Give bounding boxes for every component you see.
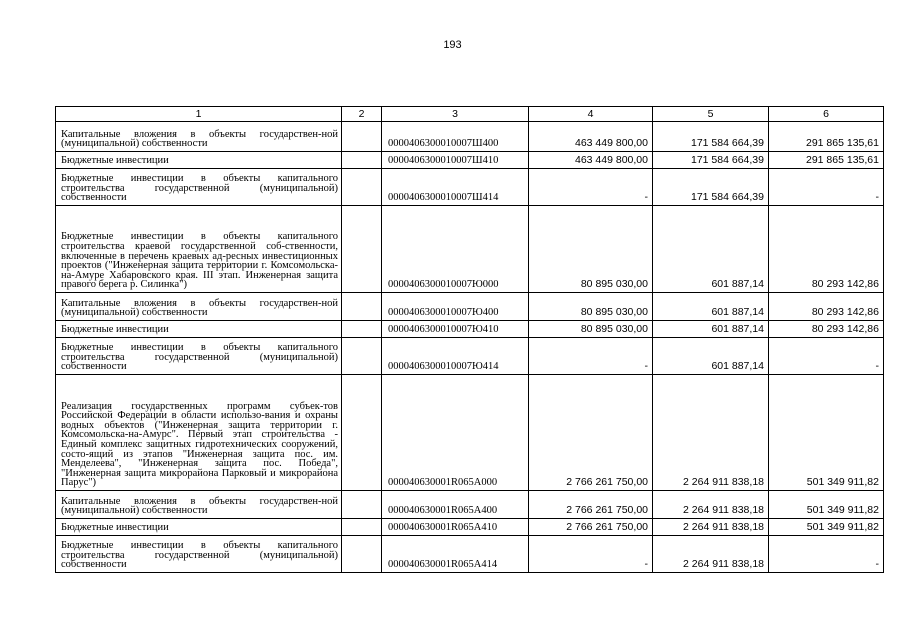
row-name-cell: Бюджетные инвестиции в объекты капитального строительства краевой государственной соб-ственности, включенные в перечень краевых ад-ресных инвестиционных проектов ("Инженерная защита территории г. Комсомольска-на-Амуре Хабаровского края. III этап. Инженерная защита правого берега р. Силинка") — [56, 206, 342, 293]
row-code-cell: 0000406300010007Ю410 — [382, 321, 529, 338]
row-col5-value: 171 584 664,39 — [653, 169, 769, 206]
row-code-cell: 000040630001R065A410 — [382, 519, 529, 536]
column-header-5: 5 — [653, 107, 769, 122]
row-group-cell — [342, 519, 382, 536]
row-col6-value: 80 293 142,86 — [769, 206, 884, 293]
budget-table — [55, 106, 884, 573]
row-col4-value: 2 766 261 750,00 — [529, 519, 653, 536]
table-row — [56, 169, 884, 206]
row-col5-value: 2 264 911 838,18 — [653, 536, 769, 573]
row-col4-value: 463 449 800,00 — [529, 152, 653, 169]
row-group-cell — [342, 206, 382, 293]
row-group-cell — [342, 122, 382, 152]
table-row — [56, 375, 884, 491]
row-name-cell: Бюджетные инвестиции — [56, 152, 342, 169]
row-name-cell: Бюджетные инвестиции — [56, 519, 342, 536]
table-header-row — [56, 107, 884, 122]
row-code-cell: 0000406300010007Ш400 — [382, 122, 529, 152]
row-col6-value: 291 865 135,61 — [769, 122, 884, 152]
column-header-1: 1 — [56, 107, 342, 122]
table-row — [56, 122, 884, 152]
row-code-cell: 0000406300010007Ш414 — [382, 169, 529, 206]
row-group-cell — [342, 536, 382, 573]
column-header-2: 2 — [342, 107, 382, 122]
row-group-cell — [342, 169, 382, 206]
row-col5-value: 601 887,14 — [653, 293, 769, 321]
row-col4-value: 463 449 800,00 — [529, 122, 653, 152]
row-col5-value: 2 264 911 838,18 — [653, 519, 769, 536]
row-col5-value: 601 887,14 — [653, 321, 769, 338]
row-col5-value: 171 584 664,39 — [653, 152, 769, 169]
row-col4-value: - — [529, 536, 653, 573]
table-row — [56, 206, 884, 293]
table-row — [56, 338, 884, 375]
row-group-cell — [342, 375, 382, 491]
row-col4-value: 2 766 261 750,00 — [529, 491, 653, 519]
row-name-cell: Капитальные вложения в объекты государствен-ной (муниципальной) собственности — [56, 293, 342, 321]
page-number: 193 — [443, 39, 462, 51]
row-col4-value: - — [529, 338, 653, 375]
row-code-cell: 000040630001R065A414 — [382, 536, 529, 573]
row-code-cell: 000040630001R065A400 — [382, 491, 529, 519]
row-group-cell — [342, 152, 382, 169]
column-header-4: 4 — [529, 107, 653, 122]
row-col5-value: 2 264 911 838,18 — [653, 375, 769, 491]
row-col6-value: 80 293 142,86 — [769, 321, 884, 338]
row-col6-value: 291 865 135,61 — [769, 152, 884, 169]
row-col4-value: 2 766 261 750,00 — [529, 375, 653, 491]
row-name-cell: Бюджетные инвестиции в объекты капитального строительства государственной (муниципальной) собственности — [56, 536, 342, 573]
row-code-cell: 0000406300010007Ю000 — [382, 206, 529, 293]
table-row — [56, 293, 884, 321]
row-col4-value: - — [529, 169, 653, 206]
row-col6-value: 501 349 911,82 — [769, 375, 884, 491]
row-col5-value: 601 887,14 — [653, 338, 769, 375]
table-row — [56, 519, 884, 536]
row-col5-value: 2 264 911 838,18 — [653, 491, 769, 519]
table-row — [56, 152, 884, 169]
row-group-cell — [342, 338, 382, 375]
row-name-cell: Капитальные вложения в объекты государствен-ной (муниципальной) собственности — [56, 491, 342, 519]
row-col4-value: 80 895 030,00 — [529, 206, 653, 293]
row-name-cell: Бюджетные инвестиции — [56, 321, 342, 338]
row-group-cell — [342, 491, 382, 519]
row-col5-value: 171 584 664,39 — [653, 122, 769, 152]
column-header-3: 3 — [382, 107, 529, 122]
row-col6-value: - — [769, 338, 884, 375]
table-row — [56, 491, 884, 519]
row-name-cell: Капитальные вложения в объекты государствен-ной (муниципальной) собственности — [56, 122, 342, 152]
row-col6-value: - — [769, 169, 884, 206]
row-col4-value: 80 895 030,00 — [529, 321, 653, 338]
row-code-cell: 0000406300010007Ш410 — [382, 152, 529, 169]
row-name-cell: Бюджетные инвестиции в объекты капитального строительства государственной (муниципальной) собственности — [56, 169, 342, 206]
row-col5-value: 601 887,14 — [653, 206, 769, 293]
row-col6-value: 501 349 911,82 — [769, 491, 884, 519]
row-code-cell: 0000406300010007Ю400 — [382, 293, 529, 321]
row-name-cell: Бюджетные инвестиции в объекты капитального строительства государственной (муниципальной) собственности — [56, 338, 342, 375]
row-code-cell: 0000406300010007Ю414 — [382, 338, 529, 375]
row-col4-value: 80 895 030,00 — [529, 293, 653, 321]
row-col6-value: 80 293 142,86 — [769, 293, 884, 321]
table-row — [56, 536, 884, 573]
row-group-cell — [342, 321, 382, 338]
row-col6-value: - — [769, 536, 884, 573]
column-header-6: 6 — [769, 107, 884, 122]
row-name-cell: Реализация государственных программ субъек-тов Российской Федерации в области использо-вания и охраны водных объектов ("Инженерная защита территории г. Комсомольска-на-Амурс". Первый этап строительства - Единый комплекс защитных гидротехнических сооружений, состо-ящий из этапов "Инженерная защита пос. им. Менделеева", "Инженерная защита пос. Победа", "Инженерная защита микрорайона Парковый и микрорайона Парус") — [56, 375, 342, 491]
row-col6-value: 501 349 911,82 — [769, 519, 884, 536]
table-row — [56, 321, 884, 338]
row-group-cell — [342, 293, 382, 321]
row-code-cell: 000040630001R065A000 — [382, 375, 529, 491]
